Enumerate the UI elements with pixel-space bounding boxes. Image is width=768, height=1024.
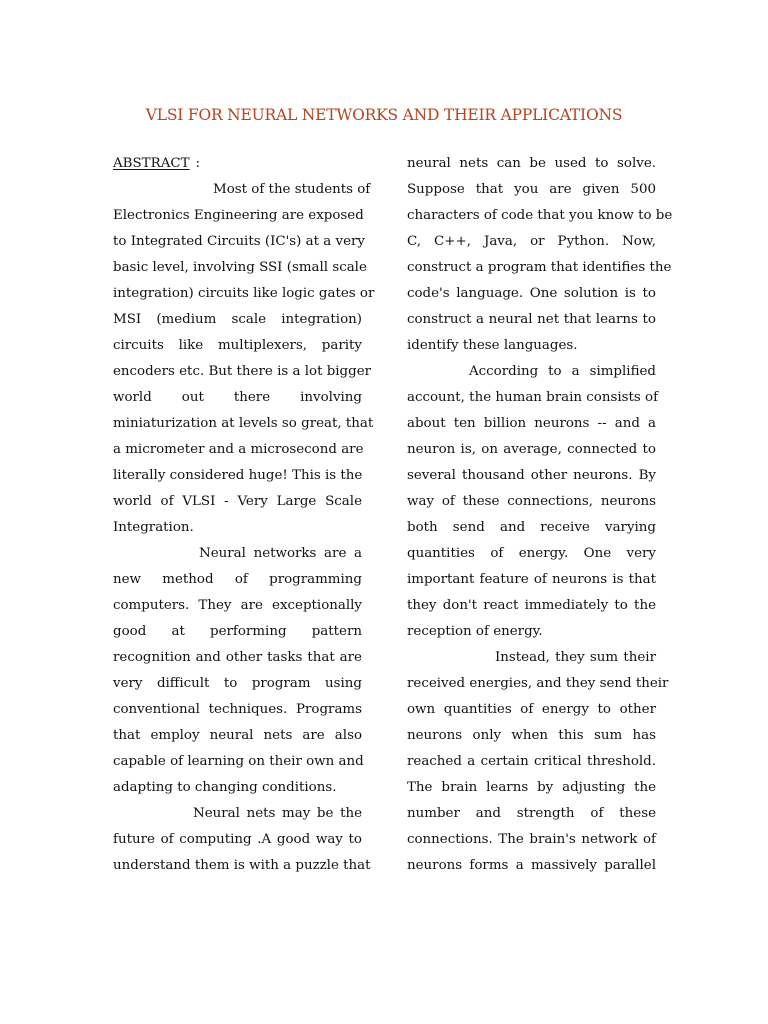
text-line: Electronics Engineering are exposed [113, 208, 364, 223]
text-line: important feature of neurons is that [407, 572, 656, 587]
text-line: reception of energy. [407, 624, 543, 639]
abstract-colon: : [195, 156, 201, 171]
text-line: construct a program that identifies the [407, 260, 672, 275]
text-line: world out there involving [113, 390, 362, 405]
text-line: encoders etc. But there is a lot bigger [113, 364, 372, 379]
text-line: conventional techniques. Programs [113, 702, 362, 717]
text-line: several thousand other neurons. By [407, 468, 656, 483]
text-line: According to a simplified [469, 364, 656, 379]
text-line: Integration. [113, 520, 194, 535]
text-line: Suppose that you are given 500 [407, 182, 656, 197]
text-line: quantities of energy. One very [407, 546, 656, 561]
text-line: both send and receive varying [407, 520, 656, 535]
text-line: literally considered huge! This is the [113, 468, 363, 483]
text-line: capable of learning on their own and [113, 754, 364, 769]
text-line: C, C++, Java, or Python. Now, [407, 234, 656, 249]
text-line: future of computing .A good way to [113, 832, 362, 847]
left-column [113, 151, 375, 879]
text-line: adapting to changing conditions. [113, 780, 337, 795]
text-line: miniaturization at levels so great, that [113, 416, 374, 431]
text-line: neuron is, on average, connected to [407, 442, 656, 457]
text-line: number and strength of these [407, 806, 656, 821]
text-line: integration) circuits like logic gates or [113, 286, 375, 301]
text-line: they don't react immediately to the [407, 598, 656, 613]
text-line: received energies, and they send their [407, 676, 669, 691]
text-line: Most of the students of [213, 182, 371, 197]
text-line: about ten billion neurons -- and a [407, 416, 656, 431]
text-line: a micrometer and a microsecond are [113, 442, 364, 457]
right-column [407, 151, 673, 879]
text-line: Instead, they sum their [495, 650, 656, 665]
text-line: own quantities of energy to other [407, 702, 656, 717]
document-title: VLSI FOR NEURAL NETWORKS AND THEIR APPLICATIONS [145, 106, 623, 124]
abstract-heading: ABSTRACT [113, 156, 190, 171]
text-line: code's language. One solution is to [407, 286, 656, 301]
text-line: connections. The brain's network of [407, 832, 656, 847]
text-line: reached a certain critical threshold. [407, 754, 656, 769]
text-line: world of VLSI - Very Large Scale [113, 494, 362, 509]
text-line: basic level, involving SSI (small scale [113, 260, 367, 275]
text-line: very difficult to program using [113, 676, 362, 691]
text-line: identify these languages. [407, 338, 578, 353]
text-line: way of these connections, neurons [407, 494, 656, 509]
text-line: to Integrated Circuits (IC's) at a very [113, 234, 365, 249]
text-line: good at performing pattern [113, 624, 362, 639]
text-line: neurons forms a massively parallel [407, 858, 656, 873]
text-line: account, the human brain consists of [407, 390, 659, 405]
text-line: understand them is with a puzzle that [113, 858, 371, 873]
abstract-heading-line [113, 151, 362, 177]
text-line: Neural networks are a [199, 546, 362, 561]
text-line: neural nets can be used to solve. [407, 156, 656, 171]
text-line: recognition and other tasks that are [113, 650, 362, 665]
text-line: characters of code that you know to be [407, 208, 673, 223]
text-line: computers. They are exceptionally [113, 598, 362, 613]
text-line: that employ neural nets are also [113, 728, 362, 743]
text-line: neurons only when this sum has [407, 728, 656, 743]
text-line: circuits like multiplexers, parity [113, 338, 362, 353]
text-line: construct a neural net that learns to [407, 312, 656, 327]
text-line: MSI (medium scale integration) [113, 312, 362, 327]
text-line: new method of programming [113, 572, 362, 587]
text-line: The brain learns by adjusting the [407, 780, 656, 795]
text-line: Neural nets may be the [193, 806, 362, 821]
